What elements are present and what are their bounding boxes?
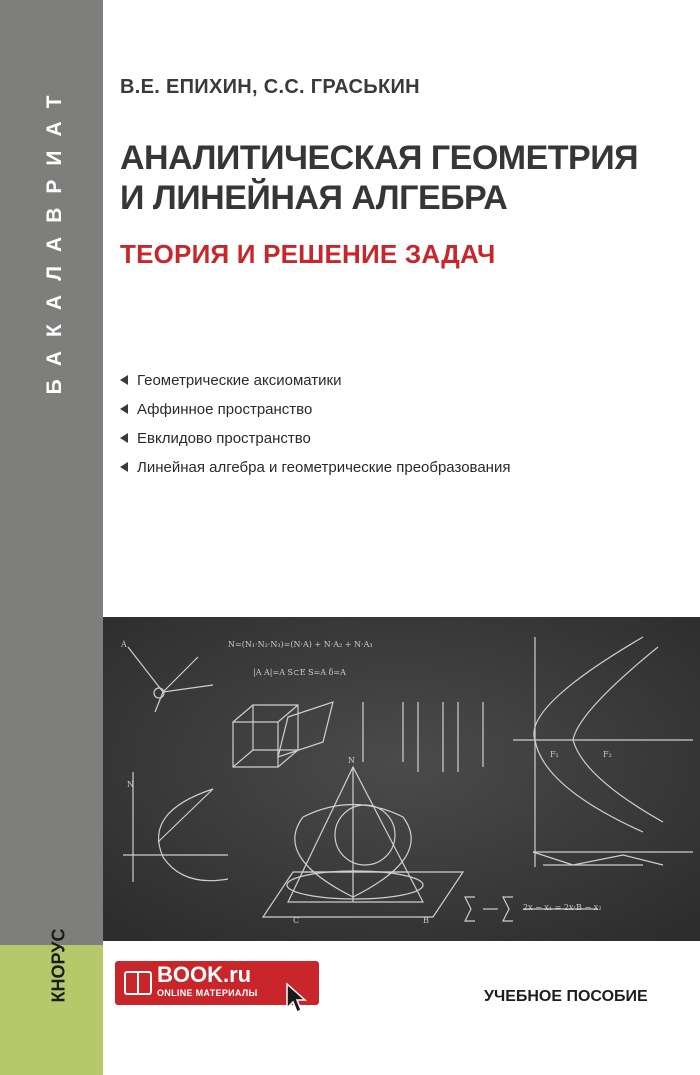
topic-label: Евклидово пространство — [137, 430, 311, 447]
svg-text:N: N — [127, 780, 134, 789]
series-label: БАКАЛАВРИАТ — [43, 81, 66, 395]
topic-label: Геометрические аксиоматики — [137, 372, 342, 389]
logo-sub-text: ONLINE МАТЕРИАЛЫ — [157, 988, 258, 998]
topic-label: Линейная алгебра и геометрические преобразования — [137, 459, 511, 476]
triangle-bullet-icon — [120, 462, 128, 472]
topic-item — [120, 457, 510, 486]
triangle-bullet-icon — [120, 404, 128, 414]
topic-item — [120, 370, 510, 399]
book-title-line-2: И ЛИНЕЙНАЯ АЛГЕБРА — [120, 179, 508, 217]
topic-label: Аффинное пространство — [137, 401, 313, 418]
edition-type: УЧЕБНОЕ ПОСОБИЕ — [484, 988, 648, 1005]
triangle-bullet-icon — [120, 375, 128, 385]
logo-main-text: BOOK.ru — [157, 962, 252, 987]
chalkboard-illustration — [103, 617, 700, 941]
topics-list — [120, 370, 510, 486]
topic-item — [120, 399, 510, 428]
svg-text:N: N — [348, 756, 355, 765]
publisher-label: КНОРУС — [48, 928, 69, 1003]
book-subtitle: ТЕОРИЯ И РЕШЕНИЕ ЗАДАЧ — [120, 239, 496, 269]
cursor-arrow-icon — [285, 982, 307, 1014]
chalkboard-drawings — [103, 617, 700, 941]
authors: В.Е. ЕПИХИН, С.С. ГРАСЬКИН — [120, 76, 420, 98]
svg-text:|A A|=A S⊂E S=A δ=A: |A A|=A S⊂E S=A δ=A — [253, 668, 346, 677]
svg-text:2x − x₁ = 2x·B − x₂: 2x − x₁ = 2x·B − x₂ — [523, 903, 602, 912]
book-title-line-1: АНАЛИТИЧЕСКАЯ ГЕОМЕТРИЯ — [120, 139, 639, 177]
book-title — [120, 138, 680, 218]
svg-text:B: B — [423, 916, 429, 925]
svg-text:F₁: F₁ — [550, 750, 559, 759]
topic-item — [120, 428, 510, 457]
book-icon — [123, 968, 153, 998]
svg-text:N=(N₁·N₂·N₃)=(N·A) + N·A₂ + N·: N=(N₁·N₂·N₃)=(N·A) + N·A₂ + N·A₃ — [228, 640, 373, 649]
svg-text:C: C — [293, 916, 300, 925]
svg-text:Ā: Ā — [121, 640, 127, 649]
svg-text:F₂: F₂ — [603, 750, 612, 759]
triangle-bullet-icon — [120, 433, 128, 443]
